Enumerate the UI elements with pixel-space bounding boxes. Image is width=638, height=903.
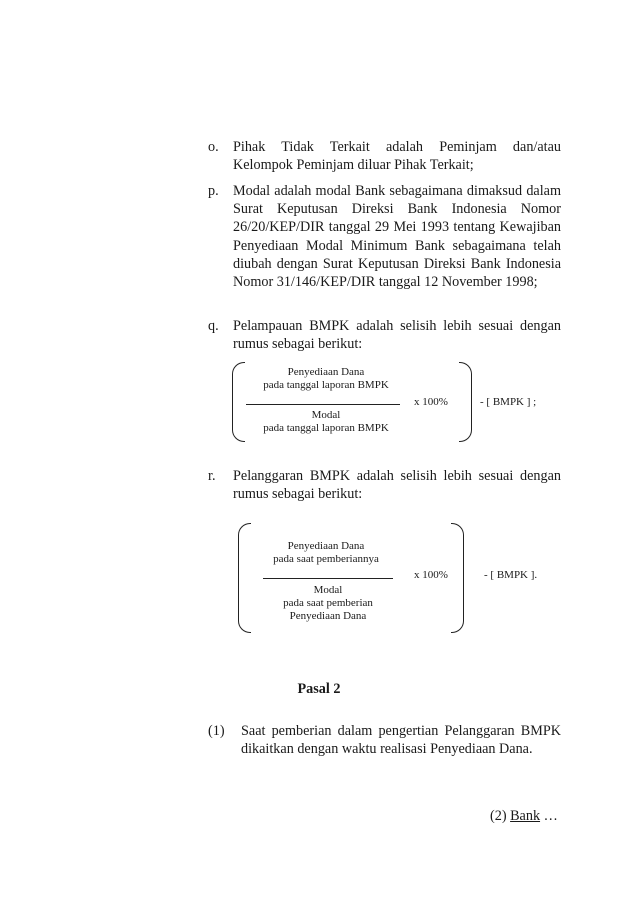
- item-text: Modal adalah modal Bank sebagaimana dimaksud dalam Surat Keputusan Direksi Bank Indonesia Nomor 26/20/KEP/DIR tanggal 29 Mei 1993 tentang Kewajiban Penyediaan Modal Minimum Bank sebagaimana telah diubah dengan Surat Keputusan Direksi Bank Indonesia Nomor 31/146/KEP/DIR tanggal 12 November 1998;: [233, 183, 561, 291]
- item-text: Pelampauan BMPK adalah selisih lebih sesuai dengan rumus sebagai berikut:: [233, 318, 561, 353]
- multiplier: x 100%: [414, 396, 448, 408]
- fraction-denominator: [246, 409, 406, 435]
- ayat-marker: (1): [208, 723, 225, 739]
- continuation-word: Bank: [510, 808, 541, 824]
- continuation-suffix: …: [540, 808, 558, 824]
- item-o: [208, 138, 561, 174]
- numerator-line-2: pada saat pemberiannya: [273, 553, 379, 565]
- fraction-numerator: [246, 366, 406, 392]
- item-marker: q.: [208, 318, 219, 334]
- item-r: [208, 467, 561, 503]
- fraction-bar: [246, 404, 400, 405]
- numerator-line-1: Penyediaan Dana: [287, 366, 365, 378]
- pasal-heading: Pasal 2: [297, 681, 341, 697]
- item-q: [208, 317, 561, 353]
- denominator-line-3: Penyediaan Dana: [289, 610, 367, 622]
- formula-tail: - [ BMPK ] ;: [480, 396, 537, 408]
- denominator-line-1: Modal: [313, 584, 343, 596]
- formula-pelampauan: [232, 362, 472, 442]
- denominator-line-1: Modal: [311, 409, 341, 421]
- ayat-1: [208, 722, 561, 758]
- multiplier: x 100%: [414, 569, 448, 581]
- formula-pelanggaran: [238, 523, 464, 633]
- numerator-line-1: Penyediaan Dana: [287, 540, 365, 552]
- right-bracket: [459, 362, 472, 442]
- fraction-denominator: [258, 584, 398, 623]
- item-text: Pelanggaran BMPK adalah selisih lebih sesuai dengan rumus sebagai berikut:: [233, 468, 561, 503]
- left-bracket: [238, 523, 251, 633]
- item-marker: r.: [208, 468, 216, 484]
- numerator-line-2: pada tanggal laporan BMPK: [263, 379, 389, 391]
- denominator-line-2: pada saat pemberian: [283, 597, 373, 609]
- item-marker: o.: [208, 139, 219, 155]
- item-text: Pihak Tidak Terkait adalah Peminjam dan/atau Kelompok Peminjam diluar Pihak Terkait;: [233, 139, 561, 174]
- item-marker: p.: [208, 183, 219, 199]
- fraction-numerator: [258, 540, 394, 566]
- ayat-text: Saat pemberian dalam pengertian Pelanggaran BMPK dikaitkan dengan waktu realisasi Penyediaan Dana.: [241, 723, 561, 758]
- continuation-prefix: (2): [490, 808, 511, 824]
- item-p: [208, 182, 561, 291]
- denominator-line-2: pada tanggal laporan BMPK: [263, 422, 389, 434]
- right-bracket: [451, 523, 464, 633]
- left-bracket: [232, 362, 245, 442]
- formula-tail: - [ BMPK ].: [484, 569, 538, 581]
- fraction-bar: [263, 578, 393, 579]
- page-continuation: [490, 808, 558, 825]
